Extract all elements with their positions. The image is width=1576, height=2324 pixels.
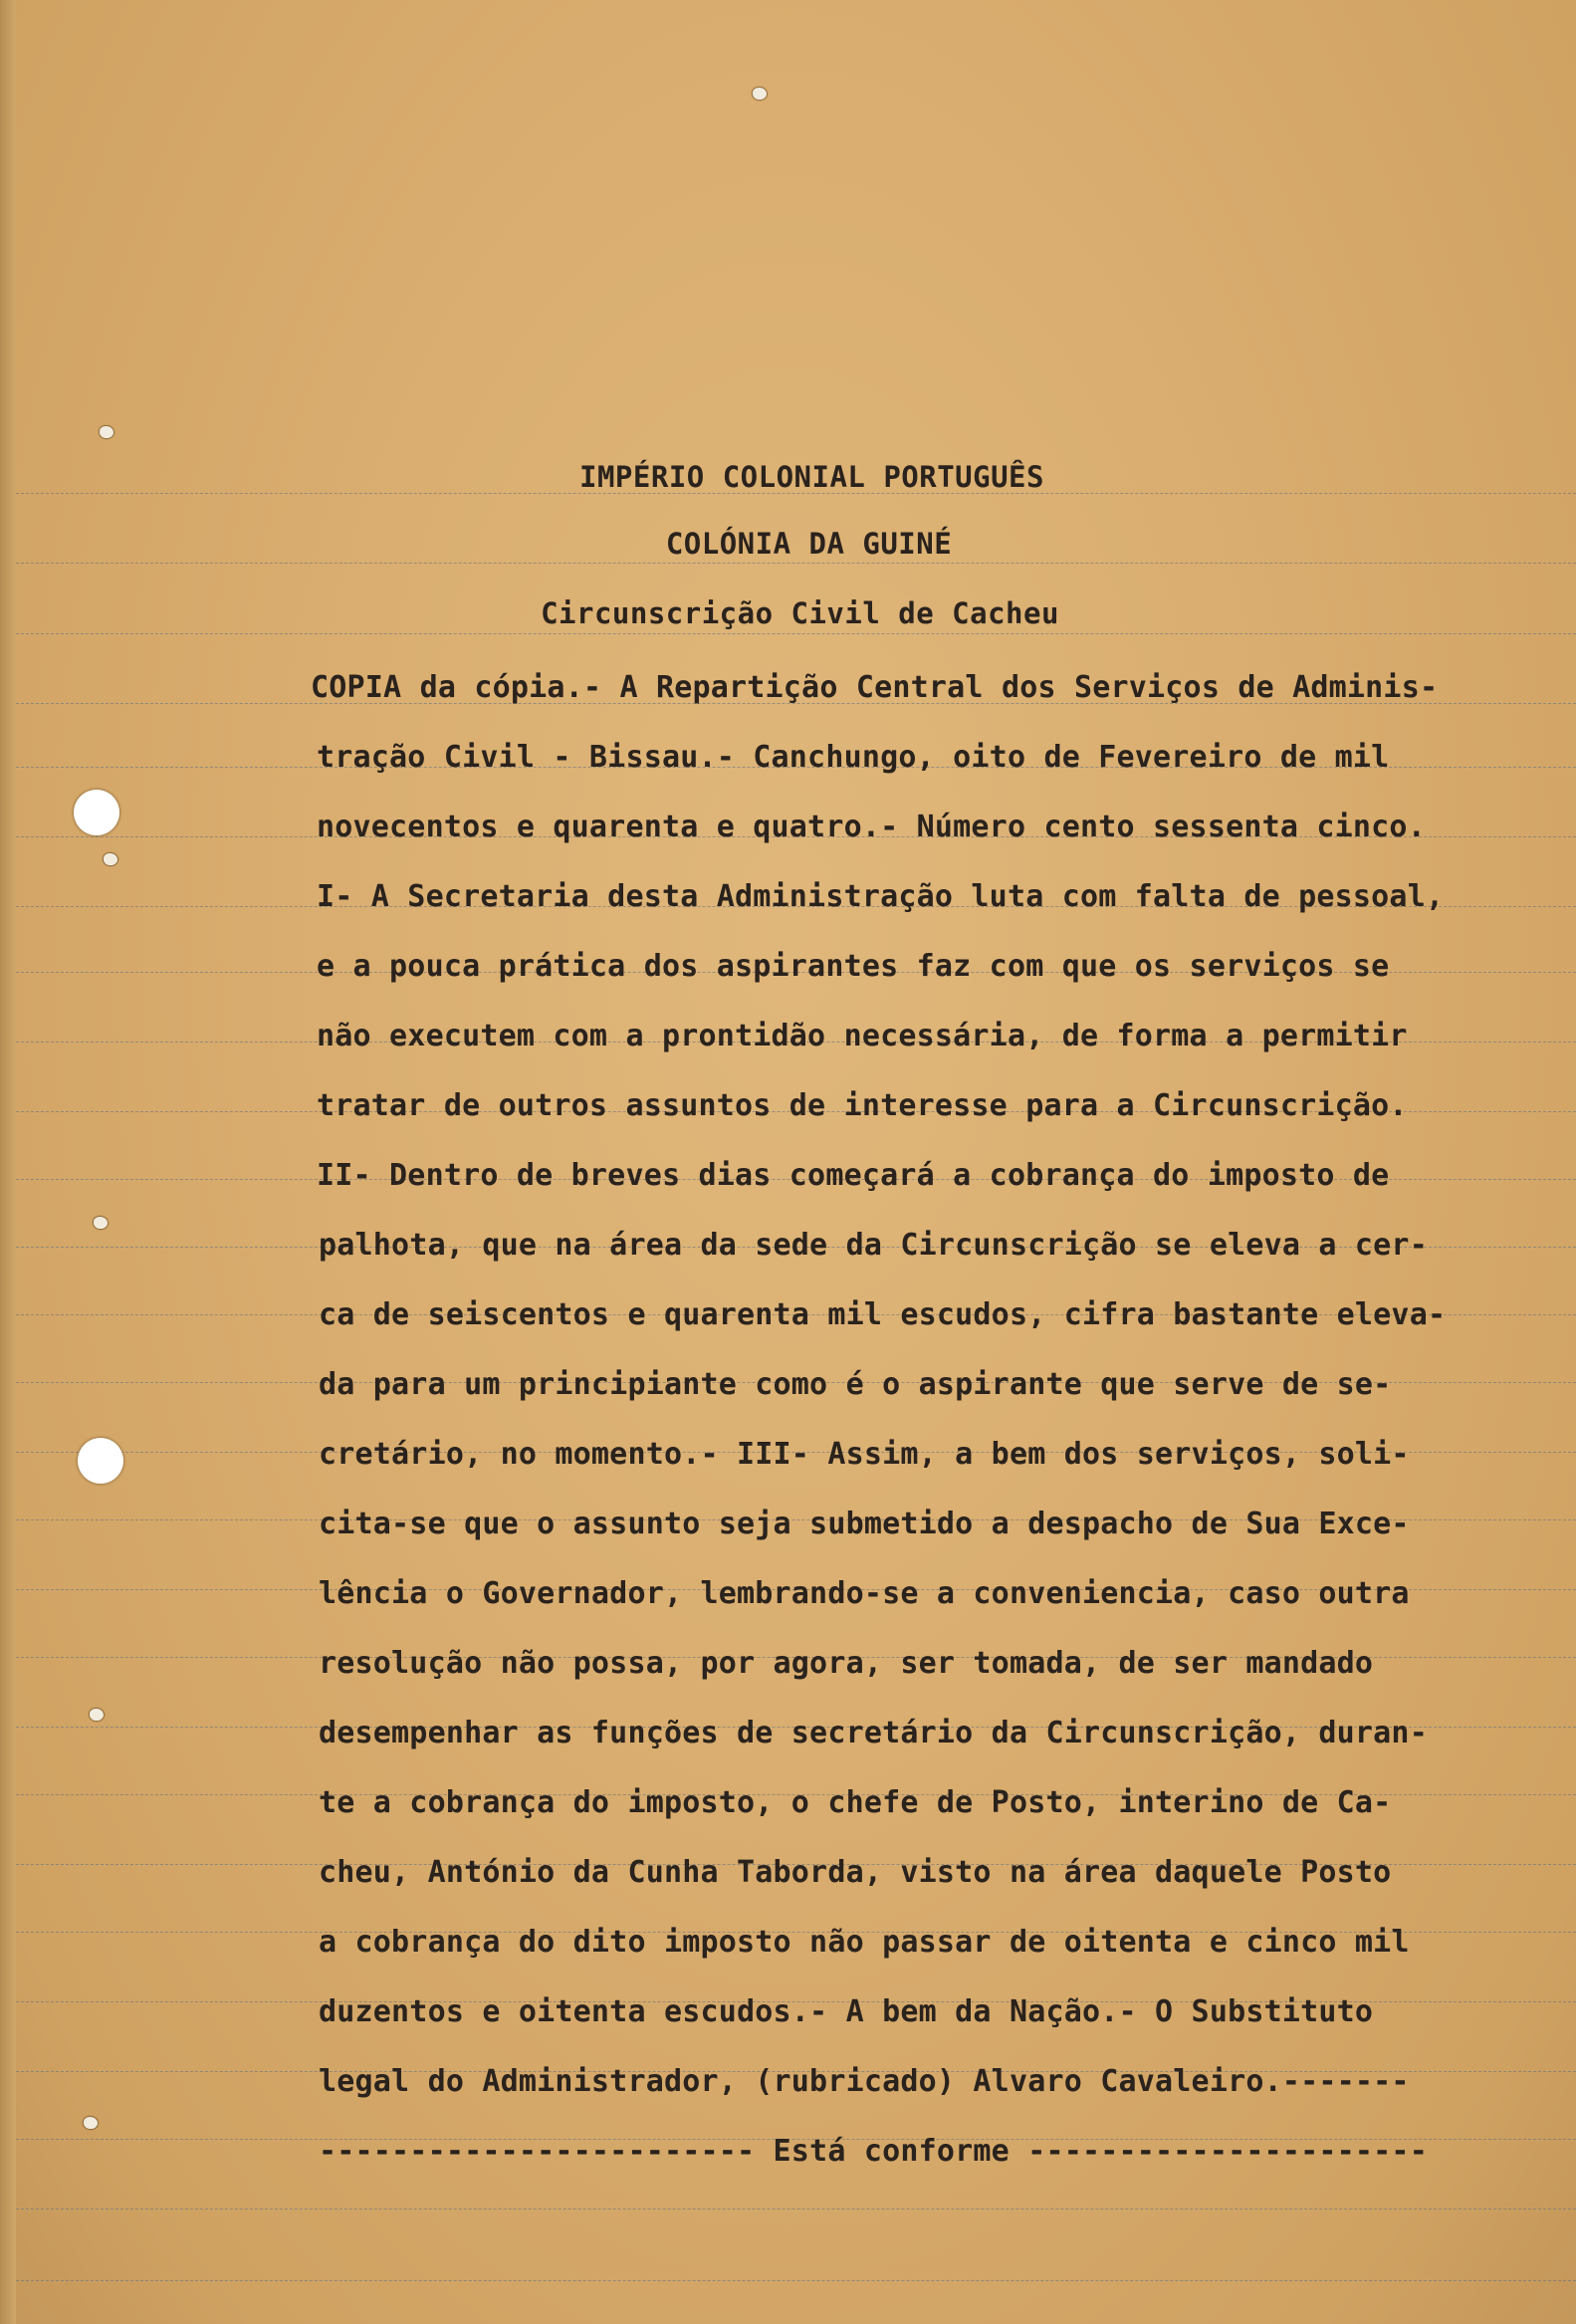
- body-line: cita-se que o assunto seja submetido a despacho de Sua Exce-: [319, 1507, 1410, 1541]
- body-line: I- A Secretaria desta Administração luta com falta de pessoal,: [317, 879, 1445, 914]
- page-edge: [0, 0, 16, 2324]
- body-line: COPIA da cópia.- A Repartição Central dos Serviços de Adminis-: [311, 670, 1439, 705]
- punch-hole-lower: [78, 1438, 123, 1484]
- ruled-line: [16, 2280, 1576, 2281]
- body-line: lência o Governador, lembrando-se a conveniencia, caso outra: [319, 1576, 1410, 1611]
- ruled-line: [16, 633, 1576, 634]
- paper-speck: [104, 853, 117, 865]
- body-line: desempenhar as funções de secretário da Circunscrição, duran-: [319, 1716, 1428, 1750]
- document-heading-colony: COLÓNIA DA GUINÉ: [665, 527, 953, 561]
- document-heading-empire: IMPÉRIO COLONIAL PORTUGUÊS: [579, 460, 1044, 494]
- paper-speck: [90, 1709, 104, 1721]
- body-line: te a cobrança do imposto, o chefe de Posto, interino de Ca-: [319, 1785, 1392, 1820]
- body-line: cretário, no momento.- III- Assim, a bem dos serviços, soli-: [319, 1437, 1410, 1472]
- body-line: tração Civil - Bissau.- Canchungo, oito de Fevereiro de mil: [317, 740, 1390, 775]
- paper-speck: [753, 88, 767, 100]
- body-line: novecentos e quarenta e quatro.- Número cento sessenta cinco.: [317, 810, 1426, 844]
- body-line: ------------------------ Está conforme ----------------------: [319, 2134, 1428, 2169]
- ruled-line: [16, 563, 1576, 564]
- body-line: cheu, António da Cunha Taborda, visto na área daquele Posto: [319, 1855, 1392, 1890]
- body-line: ca de seiscentos e quarenta mil escudos, cifra bastante eleva-: [319, 1297, 1447, 1332]
- punch-hole-upper: [74, 790, 119, 835]
- body-line: palhota, que na área da sede da Circunscrição se eleva a cer-: [319, 1228, 1428, 1263]
- body-line: da para um principiante como é o aspirante que serve de se-: [319, 1367, 1392, 1402]
- body-line: legal do Administrador, (rubricado) Alvaro Cavaleiro.-------: [319, 2064, 1410, 2099]
- body-line: resolução não possa, por agora, ser tomada, de ser mandado: [319, 1646, 1374, 1681]
- paper-speck: [94, 1217, 108, 1229]
- paper-speck: [100, 426, 113, 438]
- body-line: tratar de outros assuntos de interesse para a Circunscrição.: [317, 1088, 1408, 1123]
- body-line: duzentos e oitenta escudos.- A bem da Nação.- O Substituto: [319, 1994, 1374, 2029]
- body-line: não executem com a prontidão necessária, de forma a permitir: [317, 1019, 1408, 1053]
- body-line: e a pouca prática dos aspirantes faz com que os serviços se: [317, 949, 1390, 984]
- document-heading-district: Circunscrição Civil de Cacheu: [541, 596, 1059, 630]
- body-line: a cobrança do dito imposto não passar de oitenta e cinco mil: [319, 1925, 1410, 1960]
- paper-speck: [84, 2117, 98, 2129]
- ruled-line: [16, 2208, 1576, 2209]
- body-line: II- Dentro de breves dias começará a cobrança do imposto de: [317, 1158, 1390, 1193]
